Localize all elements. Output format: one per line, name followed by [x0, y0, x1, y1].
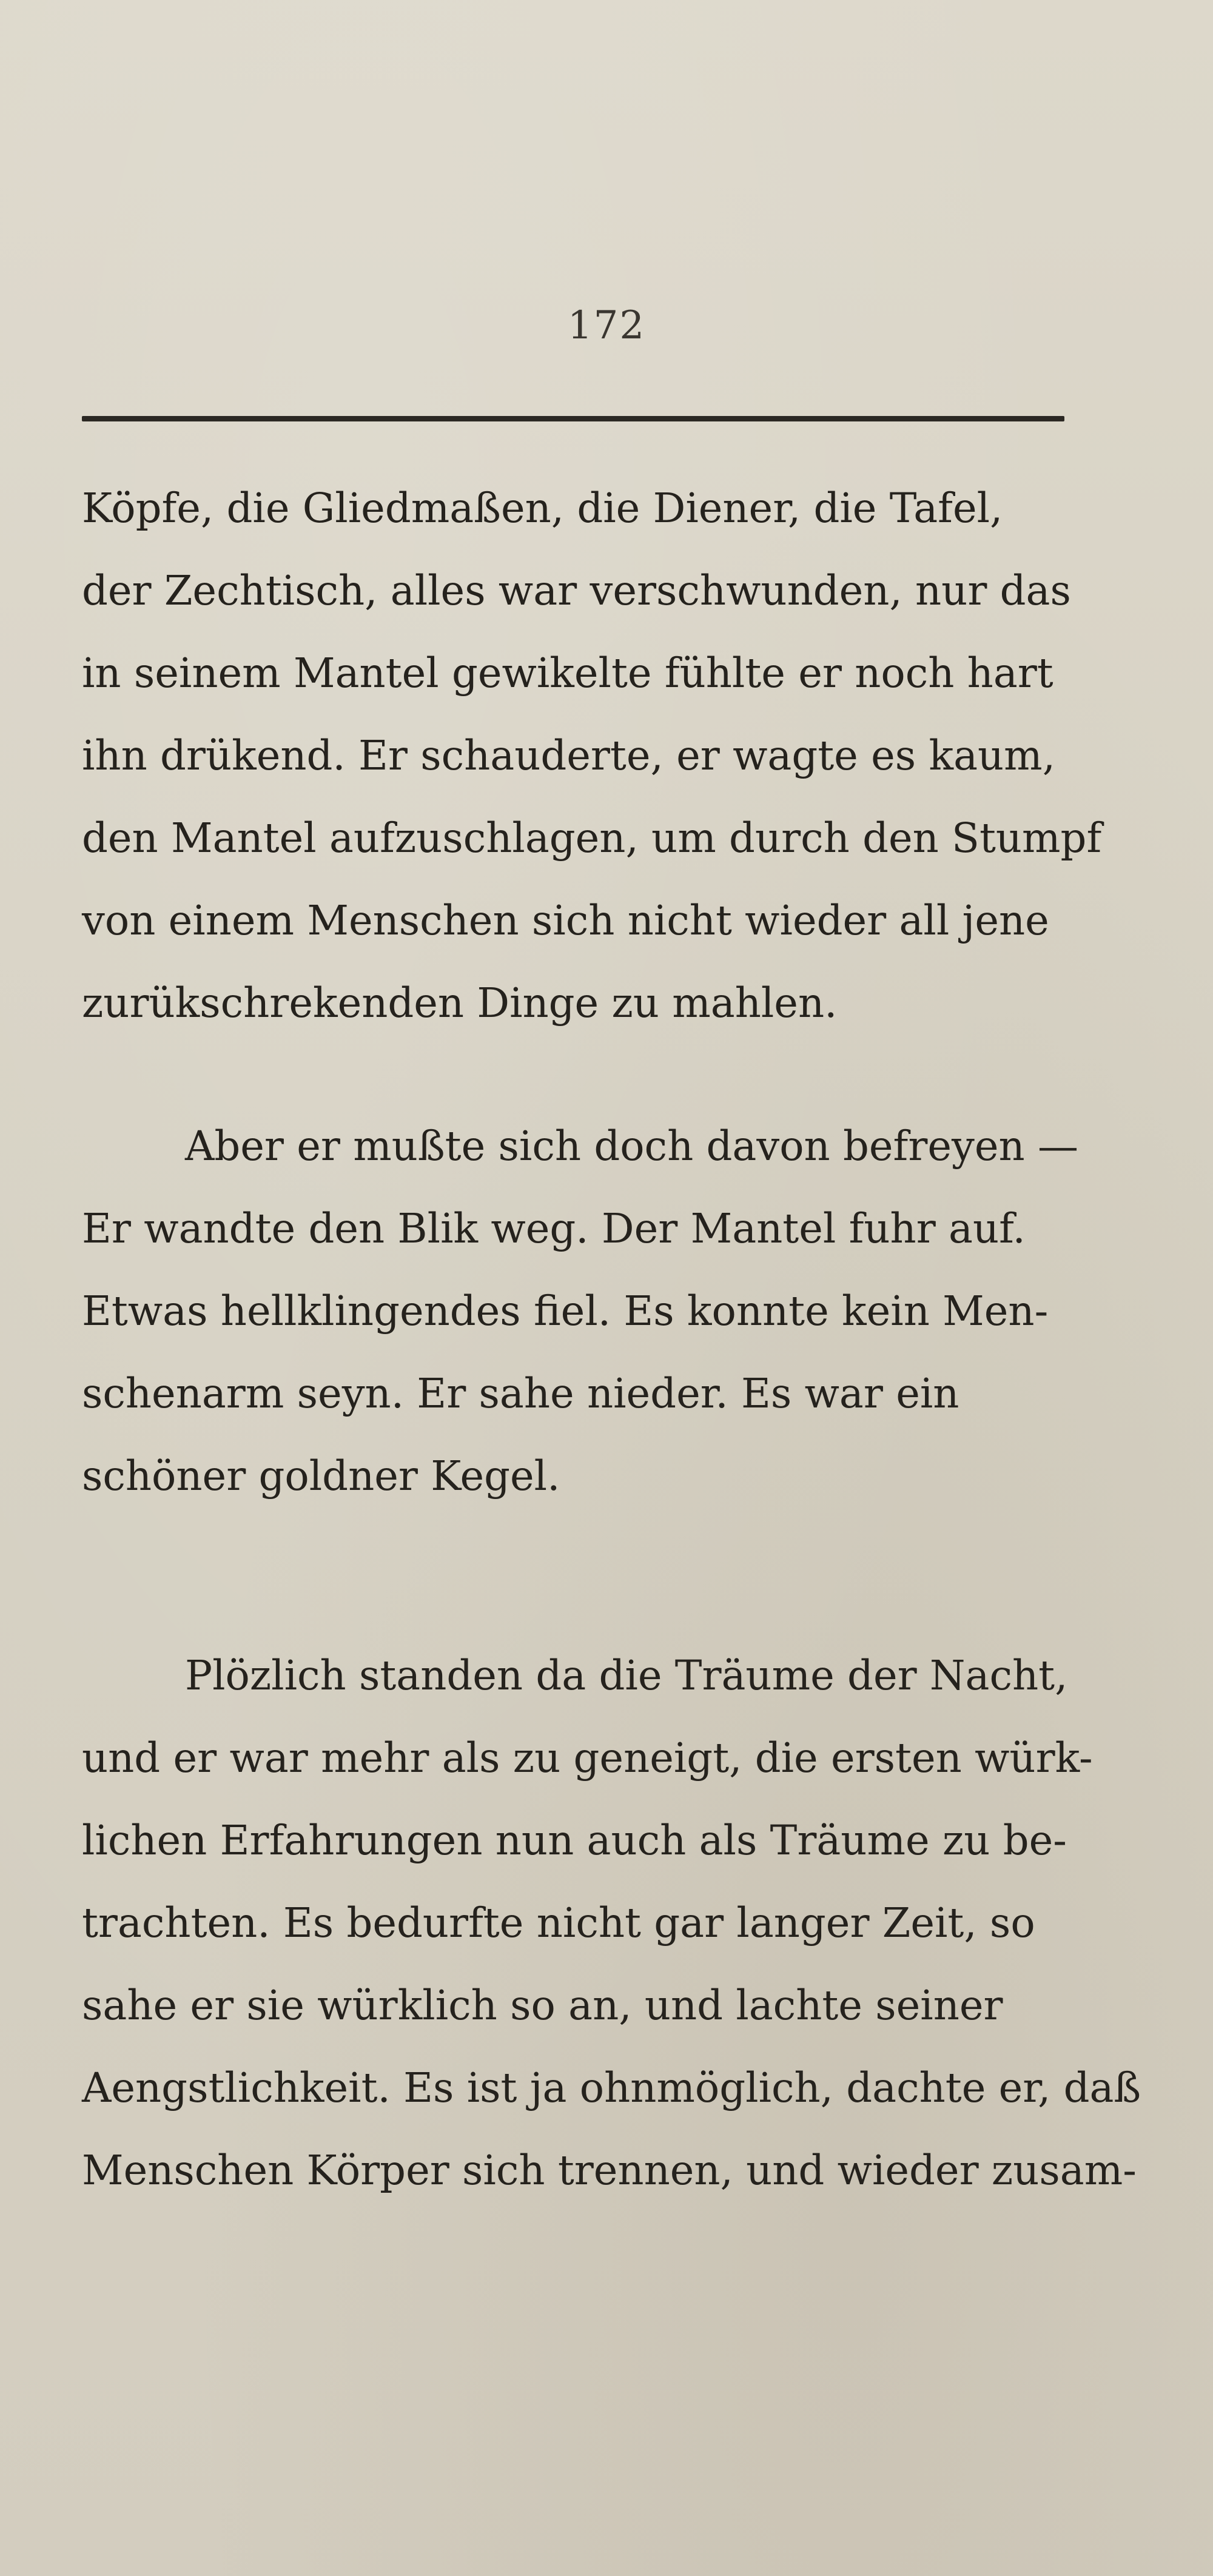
text-line: und er war mehr als zu geneigt, die ersten würk- — [82, 1734, 1093, 1782]
paragraph-2 — [82, 1105, 1077, 1517]
text-line: Menschen Körper sich trennen, und wieder zusam- — [82, 2147, 1137, 2194]
text-line: Etwas hellklingendes fiel. Es konnte kein Men- — [82, 1287, 1049, 1335]
page-number: 172 — [567, 303, 646, 348]
text-line: in seinem Mantel gewikelte fühlte er noch hart — [82, 649, 1053, 697]
text-line: Köpfe, die Gliedmaßen, die Diener, die Tafel, — [82, 485, 1003, 532]
text-line: der Zechtisch, alles war verschwunden, nur das — [82, 567, 1071, 614]
text-line: lichen Erfahrungen nun auch als Träume zu be- — [82, 1817, 1067, 1864]
text-line: Aengstlichkeit. Es ist ja ohnmöglich, dachte er, daß — [82, 2064, 1141, 2111]
text-line: trachten. Es bedurfte nicht gar langer Zeit, so — [82, 1899, 1035, 1947]
text-line: von einem Menschen sich nicht wieder all jene — [82, 897, 1049, 944]
text-line: ihn drükend. Er schauderte, er wagte es kaum, — [82, 732, 1055, 779]
header-rule — [82, 416, 1064, 421]
text-line: sahe er sie würklich so an, und lachte seiner — [82, 1982, 1003, 2029]
text-line: schenarm seyn. Er sahe nieder. Es war ein — [82, 1370, 959, 1417]
text-line: Er wandte den Blik weg. Der Mantel fuhr auf. — [82, 1205, 1026, 1252]
text-line: den Mantel aufzuschlagen, um durch den Stumpf — [82, 814, 1102, 862]
text-line: zurükschrekenden Dinge zu mahlen. — [82, 979, 838, 1027]
text-line: Aber er mußte sich doch davon befreyen — — [185, 1122, 1078, 1170]
paragraph-3 — [82, 1634, 1141, 2212]
text-line: schöner goldner Kegel. — [82, 1452, 560, 1500]
paragraph-1 — [82, 467, 1102, 1044]
text-line: Plözlich standen da die Träume der Nacht, — [185, 1652, 1068, 1699]
